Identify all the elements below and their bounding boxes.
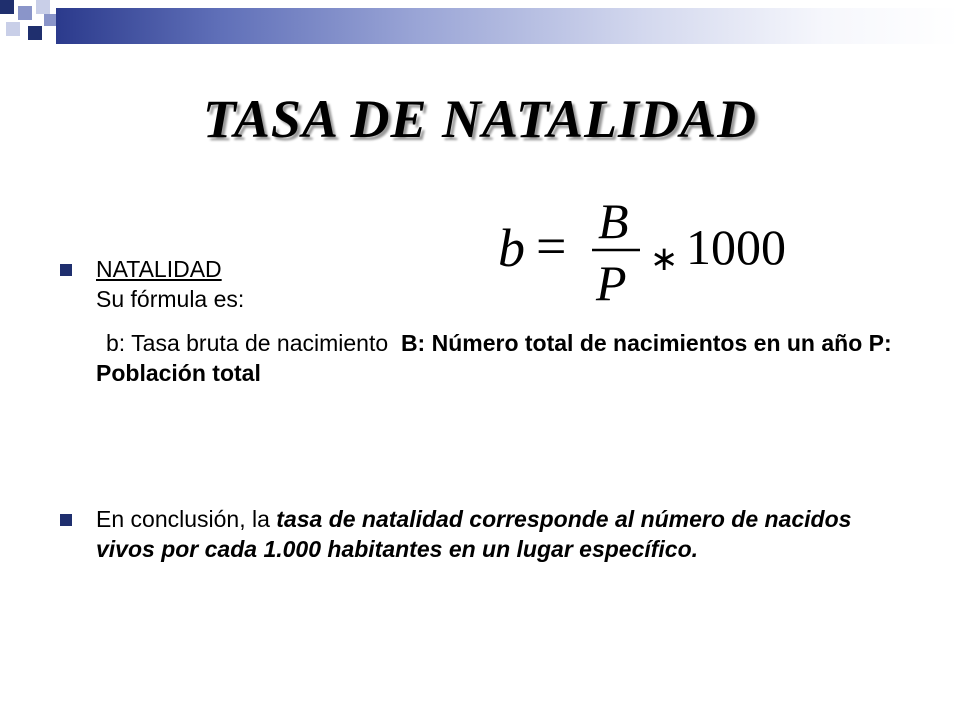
formula-intro: Su fórmula es:: [96, 286, 245, 312]
formula-operator: ∗: [650, 239, 679, 279]
decor-square: [44, 14, 56, 26]
list-item-conclusion: [60, 504, 900, 564]
definition-b: b: Tasa bruta de nacimiento: [106, 330, 389, 356]
formula-lhs: b: [498, 218, 525, 278]
definition-B: B: Número total de nacimientos en un año: [400, 330, 863, 356]
decor-square: [36, 0, 50, 14]
decor-square: [18, 6, 32, 20]
decor-square: [0, 0, 14, 14]
list-item-natalidad: [60, 254, 900, 314]
definition-P: P: Población total: [96, 330, 892, 386]
square-bullet-icon: [60, 514, 72, 526]
conclusion-lead: En conclusión, la: [96, 506, 277, 532]
square-bullet-icon: [60, 264, 72, 276]
formula-equals: =: [536, 216, 567, 276]
slide-title: TASA DE NATALIDAD: [202, 89, 758, 149]
formula-denominator: P: [596, 255, 627, 310]
header-decoration: [0, 0, 960, 52]
decor-square: [6, 22, 20, 36]
header-gradient-band: [56, 8, 960, 44]
slide-body: [60, 254, 900, 564]
formula-multiplier: 1000: [686, 219, 786, 275]
section-heading: NATALIDAD: [96, 256, 222, 282]
conclusion-emphasis: tasa de natalidad corresponde al número de nacidos vivos por cada 1.000 habitantes en un lugar específico.: [96, 506, 852, 562]
formula-numerator: B: [598, 193, 629, 249]
variable-definitions: [60, 328, 900, 388]
decor-square: [28, 26, 42, 40]
